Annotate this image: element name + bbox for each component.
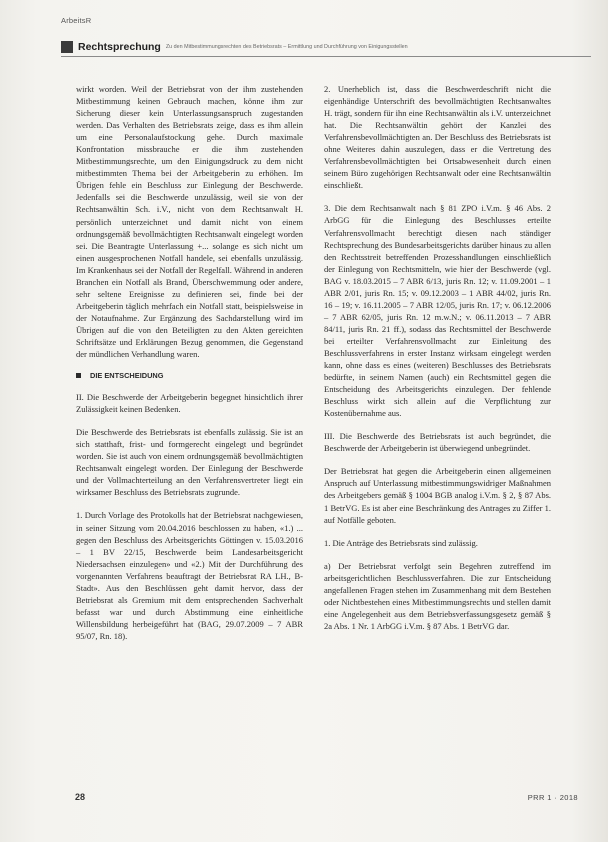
header-square-icon [61, 41, 73, 53]
heading-bullet-icon [76, 373, 81, 378]
paragraph: 3. Die dem Rechtsanwalt nach § 81 ZPO i.V.m. § 46 Abs. 2 ArbGG für die Einlegung des Beschlusses erteilte Verfahrensvollmacht berechtigt diesen nach ständiger Rechtsprechung des Bundesarbeitsgerichts darüber hinaus zu allen den Rechtsstreit betreffenden Prozesshandlungen einschließlich der Einlegung von Rechtsmitteln, wie hier der Beschwerde (vgl. BAG v. 18.03.2015 – 7 ABR 6/13, juris Rn. 12; v. 11.09.2001 – 1 ABR 2/01, juris Rn. 15; v. 09.12.2003 – 1 ABR 44/02, juris Rn. 16 – 19; v. 16.11.2005 – 7 ABR 12/05, juris Rn. 17; v. 06.12.2006 – 7 ABR 62/05, juris Rn. 12 m.w.N.; v. 06.11.2013 – 7 ABR 84/11, juris Rn. 21 ff.), sodass das Rechtsmittel der Beschwerde bei erteilter Verfahrensvollmacht zur Einleitung des Beschlussverfahrens in erster Instanz wirksam eingelegt werden kann, ohne dass es eines (weiteren) Beschlusses des Betriebsrats bedürfte, in seinem Namen (auch) ein Rechtsmittel gegen die Entscheidung des Arbeitsgerichts einzulegen. Der fehlende Beschluss wirkt sich allein auf die Verpflichtung zur Kostenübernahme aus. [324, 203, 551, 419]
paragraph: 1. Durch Vorlage des Protokolls hat der Betriebsrat nachgewiesen, in seiner Sitzung vom 20.04.2016 beschlossen zu haben, «1.) ... gegen den Beschluss des Arbeitsgerichts Göttingen v. 15.03.2016 – 1 BV 22/15, Beschwerde beim Landesarbeitsgericht Niedersachsen einzulegen» und «2.) Mit der Durchführung des vorgenannten Verfahrens beauftragt der Betriebsrat RA LH., B-Stadt». Aus den Beschlüssen geht damit hervor, dass der Betriebsrat als Gremium mit dem entsprechenden Sachverhalt befasst war und durch Abstimmung eine einheitliche Willensbildung herbeigeführt hat (BAG, 29.07.2009 – 7 ABR 95/07, Rn. 18). [76, 510, 303, 641]
heading-text: DIE ENTSCHEIDUNG [90, 371, 164, 381]
journal-reference: PRR 1 · 2018 [527, 793, 578, 802]
paragraph: wirkt worden. Weil der Betriebsrat von der ihm zustehenden Mitbestimmung keinen Gebrauch machen, könne ihm zur Sicherung dieser kein Unterlassungsanspruch zugestanden werden. Das Verhalten des Betriebsrats zeige, dass es ihm allein um eine Personalaufstockung gehe. Durch maximale Konfrontation missbrauche er die ihm zustehenden Mitbestimmungsrechte, um den Einigungsdruck zu dem nicht mitbestimmten Thema bei der Arbeitgeberin zu erhöhen. Im Übrigen fehle ein Beschluss zur Einlegung der Beschwerde. Jedenfalls sei die Beschwerde unzulässig, weil sie von der Rechtsanwältin Sch. i.V., nicht von dem Rechtsanwalt H. persönlich unterzeichnet und damit nicht von einem ordnungsgemäß bevollmächtigten Rechtsanwalt eingelegt worden sei. Die Beantragte Unterlassung +... solange es sich nicht um einen ausgesprochenen Notfall handele, sei ebenfalls unzulässig. Im Krankenhaus sei der Notfall der Regelfall. Während in anderen Branchen ein Notfall als Brand, Überschwemmung oder andere, sehr seltene Ereignisse zu definieren sei, finde bei der Arbeitgeberin täglich mehrfach ein Notfall statt, beispielsweise in der Notaufnahme. Zur Ergänzung des Sachdarstellung wird im Übrigen auf die von den Beteiligten zu den Akten gereichten Schriftsätze und Erklärungen Bezug genommen, die Gegenstand der mündlichen Verhandlung waren. [76, 84, 303, 360]
paragraph: III. Die Beschwerde des Betriebsrats ist auch begründet, die Beschwerde der Arbeitgeberin ist überwiegend unbegründet. [324, 431, 551, 454]
section-header [61, 40, 591, 53]
paragraph: II. Die Beschwerde der Arbeitgeberin begegnet hinsichtlich ihrer Zulässigkeit keinen Bedenken. [76, 392, 303, 415]
section-title: Rechtsprechung [78, 40, 161, 53]
left-column [76, 83, 303, 653]
header-divider [61, 56, 591, 57]
paragraph: Die Beschwerde des Betriebsrats ist ebenfalls zulässig. Sie ist an sich statthaft, frist- und formgerecht eingelegt und begründet worden. Sie ist auch von einem ordnungsgemäß bevollmächtigten Rechtsanwalt eingelegt worden. Der Einlegung der Beschwerde und der Vollmachterteilung an den Verfahrensvertreter liegt ein wirksamer Beschluss des Betriebsrats zugrunde. [76, 427, 303, 498]
journal-brand: ArbeitsR [61, 16, 92, 25]
right-column [324, 83, 551, 643]
page-number: 28 [75, 792, 86, 802]
paragraph: a) Der Betriebsrat verfolgt sein Begehren zutreffend im arbeitsgerichtlichen Beschlussverfahren. Die zur Entscheidung angefallenen Fragen stehen im Zusammenhang mit dem Bestehen oder Nichtbestehen eines Mitbestimmungsrechts und stellen damit eine Angelegenheit aus dem Betriebsverfassungsgesetz gemäß § 2a Abs. 1 Nr. 1 ArbGG i.V.m. § 87 Abs. 1 BetrVG dar. [324, 560, 551, 631]
decision-heading [76, 371, 303, 380]
section-subtitle: Zu den Mitbestimmungsrechten des Betriebsrats – Ermittlung und Durchführung von Einigungsstellen [165, 43, 408, 50]
paragraph: 1. Die Anträge des Betriebsrats sind zulässig. [324, 537, 478, 548]
paragraph: Der Betriebsrat hat gegen die Arbeitgeberin einen allgemeinen Anspruch auf Unterlassung mitbestimmungswidriger Maßnahmen des Arbeitgebers gemäß § 1004 BGB analog i.V.m. § 2, § 87 Abs. 1 BetrVG. Es ist aber eine Beschränkung des Antrages zu Ziffer 1. auf Notfälle geboten. [324, 466, 551, 525]
paragraph: 2. Unerheblich ist, dass die Beschwerdeschrift nicht die eigenhändige Unterschrift des bevollmächtigten Rechtsanwaltes H. trägt, sondern für ihn eine Rechtsanwältin als i.V. unterzeichnet hat. Die Rechtsanwältin gehört der Kanzlei des Verfahrensbevollmächtigten an. Der Beschluss des Betriebsrats ist ohne Weiteres dahin auszulegen, dass er die Vertretung des Verfahrensbevollmächtigten bei Ortsabwesenheit durch einen seinem Büro zugehörigen Rechtsanwalt oder eine Rechtsanwältin einschließt. [324, 84, 551, 191]
